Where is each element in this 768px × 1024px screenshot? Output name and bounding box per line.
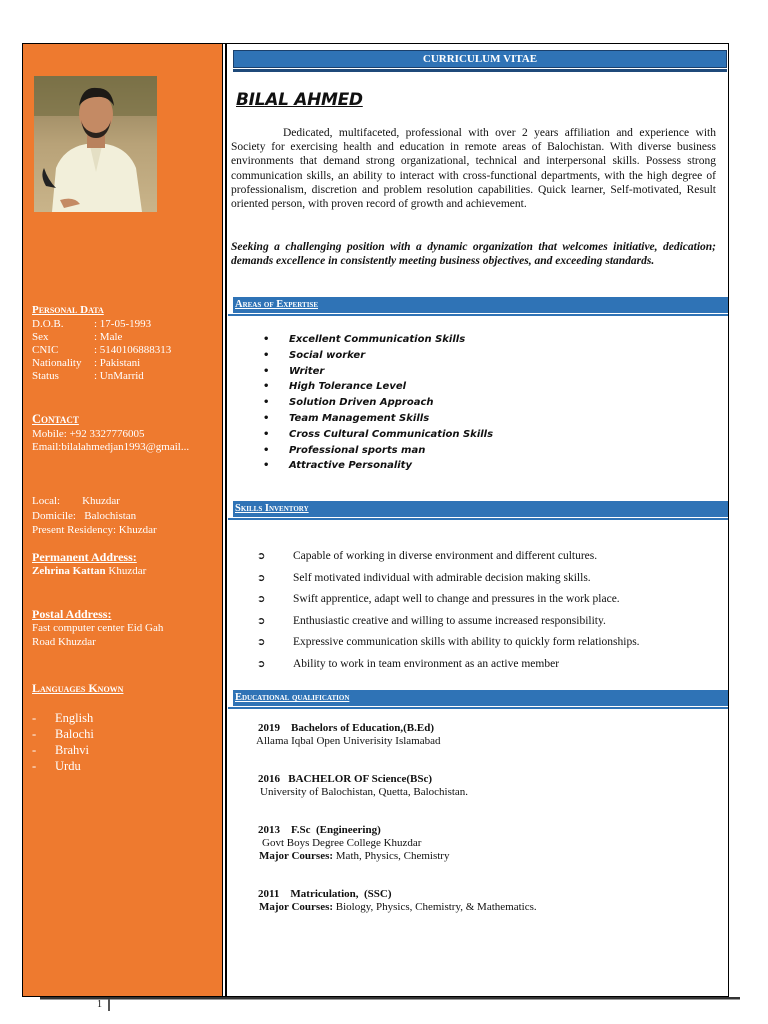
expertise-item: • Attractive Personality	[263, 458, 493, 474]
expertise-label: Writer	[289, 365, 325, 377]
section-rule	[228, 707, 728, 709]
expertise-label: Excellent Communication Skills	[289, 334, 466, 345]
language-name: Brahvi	[55, 743, 90, 757]
footer-rule-light	[40, 999, 740, 1000]
personal-key: CNIC	[32, 344, 59, 356]
section-bar-expertise	[233, 297, 728, 313]
objective-paragraph: Seeking a challenging position with a dynamic organization that welcomes initiative, dedication; demands excellence in consistently meeting business objectives, and exceeding standards.	[231, 241, 716, 268]
expertise-label: Cross Cultural Communication Skills	[289, 428, 494, 440]
languages-list	[32, 710, 94, 774]
page-number-tick	[108, 999, 110, 1011]
arrow-bullet-icon: ➲	[257, 637, 266, 648]
personal-value: : 5140106888313	[94, 344, 172, 356]
postal-address-line1: Fast computer center Eid Gah	[32, 622, 164, 634]
language-name: Urdu	[55, 759, 81, 773]
expertise-label: Team Management Skills	[289, 412, 430, 424]
permanent-address-bold: Zehrina Kattan	[32, 565, 106, 577]
arrow-bullet-icon: ➲	[257, 594, 266, 605]
education-institution: University of Balochistan, Quetta, Balochistan.	[260, 786, 469, 798]
language-item: - Balochi	[32, 727, 94, 741]
section-title-skills: Skills Inventory	[235, 503, 309, 514]
arrow-bullet-icon: ➲	[257, 572, 266, 584]
profile-photo-image	[34, 76, 157, 212]
education-institution: Govt Boys Degree College Khuzdar	[262, 837, 422, 849]
education-courses: Major Courses: Math, Physics, Chemistry	[259, 850, 450, 862]
skill-item	[257, 654, 640, 676]
personal-row	[32, 318, 171, 331]
contact-email[interactable]: Email:bilalahmedjan1993@gmail...	[32, 441, 190, 453]
residency-field: Present Residency: Khuzdar	[32, 524, 157, 536]
cv-title: CURRICULUM VITAE	[422, 53, 538, 65]
expertise-label: Social worker	[289, 349, 366, 361]
column-divider	[225, 44, 227, 996]
contact-mobile: Mobile: +92 3327776005	[32, 428, 145, 440]
expertise-item: • Professional sports man	[263, 443, 493, 459]
education-heading: 2011 Matriculation, (SSC)	[258, 888, 392, 900]
personal-row	[32, 357, 171, 370]
cv-title-underline	[233, 69, 727, 72]
personal-row	[32, 344, 171, 357]
profile-photo	[34, 76, 157, 212]
expertise-item: • High Tolerance Level	[263, 379, 493, 395]
postal-address-heading: Postal Address:	[32, 607, 112, 621]
expertise-label: Solution Driven Approach	[289, 397, 434, 409]
language-name: English	[55, 711, 94, 725]
personal-row	[32, 370, 171, 383]
expertise-label: High Tolerance Level	[289, 381, 407, 393]
skill-label: Swift apprentice, adapt well to change and pressures in the work place.	[293, 593, 620, 605]
personal-data-heading: Personal Data	[32, 304, 104, 316]
expertise-label: Professional sports man	[289, 444, 426, 456]
personal-key: D.O.B.	[32, 318, 64, 330]
skill-label: Self motivated individual with admirable decision making skills.	[293, 571, 591, 584]
local-field: Local: Khuzdar	[32, 495, 120, 507]
domicile-field: Domicile: Balochistan	[32, 510, 137, 522]
skill-label: Ability to work in team environment as an active member	[293, 657, 560, 670]
education-heading: 2013 F.Sc (Engineering)	[258, 824, 381, 836]
personal-data-list	[32, 318, 171, 383]
skill-item	[257, 589, 640, 611]
skill-label: Capable of working in diverse environment and different cultures.	[293, 550, 598, 562]
skill-item	[257, 546, 640, 568]
personal-value: : Male	[94, 331, 123, 343]
language-name: Balochi	[55, 727, 94, 741]
skill-item	[257, 611, 640, 633]
section-rule	[228, 314, 728, 316]
personal-key: Nationality	[32, 357, 82, 369]
personal-key: Status	[32, 370, 59, 382]
education-heading: 2016 BACHELOR OF Science(BSc)	[258, 773, 433, 785]
personal-value: : UnMarrid	[94, 370, 144, 382]
postal-address-line2: Road Khuzdar	[32, 636, 96, 648]
summary-paragraph: Dedicated, multifaceted, professional with over 2 years affiliation and experience with Society for exercising health and education in remote areas of Balochistan. With diverse business environments that demand strong organizational, technical and interpersonal skills. Possess strong communication skills, an ability to interact with cross-functional departments, with the high degree of professionalism, discretion and problem resolution capabilities. Quick learner, Self-motivated, Result oriented person, with proven record of growth and achievement.	[231, 127, 716, 211]
language-item: - Urdu	[32, 759, 81, 773]
expertise-item: • Cross Cultural Communication Skills	[263, 427, 493, 443]
personal-value: : Pakistani	[94, 357, 141, 369]
arrow-bullet-icon: ➲	[257, 658, 266, 670]
expertise-item: • Writer	[263, 364, 493, 380]
section-title-education: Educational qualification	[235, 692, 350, 703]
skill-label: Enthusiastic creative and willing to assume increased responsibility.	[293, 614, 606, 627]
permanent-address-heading: Permanent Address:	[32, 550, 137, 564]
personal-value: : 17-05-1993	[94, 318, 152, 330]
expertise-item: • Social worker	[263, 348, 493, 364]
skill-label: Expressive communication skills with ability to quickly form relationships.	[293, 636, 640, 648]
personal-key: Sex	[32, 331, 49, 343]
cv-title-bar	[233, 50, 727, 68]
education-courses: Major Courses: Biology, Physics, Chemistry, & Mathematics.	[259, 901, 537, 913]
contact-heading: Contact	[32, 412, 79, 426]
education-institution: Allama Iqbal Open Univerisity Islamabad	[256, 735, 441, 747]
page-number: 1	[97, 999, 102, 1010]
arrow-bullet-icon: ➲	[257, 615, 266, 627]
section-title-expertise: Areas of Expertise	[235, 299, 318, 310]
arrow-bullet-icon: ➲	[257, 551, 266, 562]
skills-list	[257, 546, 640, 675]
candidate-name: BILAL AHMED	[236, 90, 363, 110]
skill-item	[257, 632, 640, 654]
permanent-address	[32, 565, 146, 578]
language-item: - Brahvi	[32, 743, 90, 757]
permanent-address-rest: Khuzdar	[105, 565, 147, 577]
personal-row	[32, 331, 171, 344]
education-heading: 2019 Bachelors of Education,(B.Ed)	[258, 722, 435, 734]
section-bar-education	[233, 690, 728, 706]
section-rule	[228, 518, 728, 520]
languages-heading: Languages Known	[32, 681, 124, 695]
expertise-item: • Team Management Skills	[263, 411, 493, 427]
skill-item	[257, 568, 640, 590]
expertise-item: • Solution Driven Approach	[263, 395, 493, 411]
language-item: - English	[32, 711, 94, 725]
expertise-item: • Excellent Communication Skills	[263, 332, 493, 348]
expertise-list	[263, 332, 493, 474]
section-bar-skills	[233, 501, 728, 517]
expertise-label: Attractive Personality	[289, 460, 412, 472]
